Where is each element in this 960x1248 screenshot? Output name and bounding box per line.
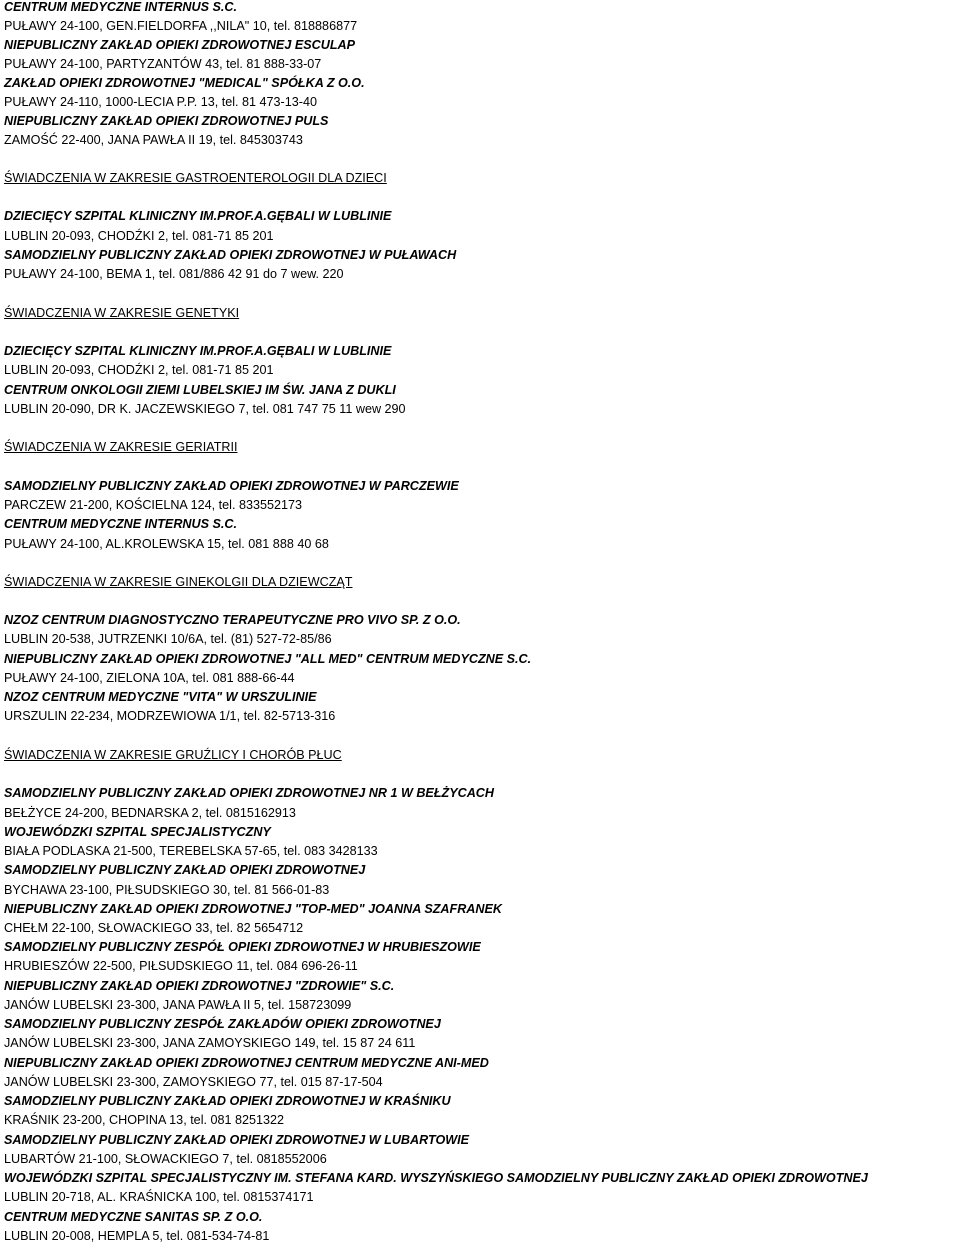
- section-heading: ŚWIADCZENIA W ZAKRESIE GENETYKI: [4, 306, 240, 320]
- facility-address: LUBLIN 20-093, CHODŹKI 2, tel. 081-71 85 201: [4, 363, 274, 377]
- facility-name: NZOZ CENTRUM MEDYCZNE "VITA" W URSZULINIE: [4, 690, 317, 704]
- facility-address: LUBLIN 20-090, DR K. JACZEWSKIEGO 7, tel. 081 747 75 11 wew 290: [4, 402, 406, 416]
- facility-name: SAMODZIELNY PUBLICZNY ZAKŁAD OPIEKI ZDROWOTNEJ NR 1 W BEŁŻYCACH: [4, 786, 494, 800]
- facility-address: PUŁAWY 24-110, 1000-LECIA P.P. 13, tel. 81 473-13-40: [4, 95, 317, 109]
- section-heading: ŚWIADCZENIA W ZAKRESIE GINEKOLGII DLA DZIEWCZĄT: [4, 575, 353, 589]
- facility-address: CHEŁM 22-100, SŁOWACKIEGO 33, tel. 82 5654712: [4, 921, 304, 935]
- facility-name: SAMODZIELNY PUBLICZNY ZAKŁAD OPIEKI ZDROWOTNEJ W PARCZEWIE: [4, 479, 459, 493]
- facility-address: ZAMOŚĆ 22-400, JANA PAWŁA II 19, tel. 845303743: [4, 133, 303, 147]
- facility-name: NIEPUBLICZNY ZAKŁAD OPIEKI ZDROWOTNEJ CENTRUM MEDYCZNE ANI-MED: [4, 1056, 489, 1070]
- facility-name: DZIECIĘCY SZPITAL KLINICZNY IM.PROF.A.GĘBALI W LUBLINIE: [4, 344, 392, 358]
- facility-address: KRAŚNIK 23-200, CHOPINA 13, tel. 081 8251322: [4, 1113, 285, 1127]
- facility-address: LUBLIN 20-008, HEMPLA 5, tel. 081-534-74-81: [4, 1229, 270, 1243]
- facility-address: PUŁAWY 24-100, ZIELONA 10A, tel. 081 888-66-44: [4, 671, 295, 685]
- facility-name: NIEPUBLICZNY ZAKŁAD OPIEKI ZDROWOTNEJ "ZDROWIE" S.C.: [4, 979, 395, 993]
- facility-name: DZIECIĘCY SZPITAL KLINICZNY IM.PROF.A.GĘBALI W LUBLINIE: [4, 209, 392, 223]
- facility-name: WOJEWÓDZKI SZPITAL SPECJALISTYCZNY IM. STEFANA KARD. WYSZYŃSKIEGO SAMODZIELNY PUBLICZNY ZAKŁAD OPIEKI ZDROWOTNEJ: [4, 1171, 868, 1185]
- facility-name: WOJEWÓDZKI SZPITAL SPECJALISTYCZNY: [4, 825, 271, 839]
- facility-address: JANÓW LUBELSKI 23-300, JANA ZAMOYSKIEGO 149, tel. 15 87 24 611: [4, 1036, 416, 1050]
- facility-name: SAMODZIELNY PUBLICZNY ZAKŁAD OPIEKI ZDROWOTNEJ W KRAŚNIKU: [4, 1094, 451, 1108]
- facility-name: SAMODZIELNY PUBLICZNY ZESPÓŁ OPIEKI ZDROWOTNEJ W HRUBIESZOWIE: [4, 940, 481, 954]
- facility-name: NIEPUBLICZNY ZAKŁAD OPIEKI ZDROWOTNEJ "TOP-MED" JOANNA SZAFRANEK: [4, 902, 502, 916]
- facility-name: SAMODZIELNY PUBLICZNY ZAKŁAD OPIEKI ZDROWOTNEJ W LUBARTOWIE: [4, 1133, 470, 1147]
- facility-name: CENTRUM MEDYCZNE INTERNUS S.C.: [4, 517, 237, 531]
- facility-address: PUŁAWY 24-100, PARTYZANTÓW 43, tel. 81 888-33-07: [4, 57, 322, 71]
- facility-address: BEŁŻYCE 24-200, BEDNARSKA 2, tel. 0815162913: [4, 806, 296, 820]
- facility-name: SAMODZIELNY PUBLICZNY ZAKŁAD OPIEKI ZDROWOTNEJ W PUŁAWACH: [4, 248, 457, 262]
- facility-name: CENTRUM MEDYCZNE INTERNUS S.C.: [4, 0, 237, 14]
- facility-name: SAMODZIELNY PUBLICZNY ZESPÓŁ ZAKŁADÓW OPIEKI ZDROWOTNEJ: [4, 1017, 441, 1031]
- facility-address: URSZULIN 22-234, MODRZEWIOWA 1/1, tel. 82-5713-316: [4, 709, 336, 723]
- facility-address: LUBLIN 20-718, AL. KRAŚNICKA 100, tel. 0815374171: [4, 1190, 314, 1204]
- facility-address: JANÓW LUBELSKI 23-300, JANA PAWŁA II 5, tel. 158723099: [4, 998, 352, 1012]
- facility-address: PUŁAWY 24-100, AL.KROLEWSKA 15, tel. 081 888 40 68: [4, 537, 329, 551]
- section-heading: ŚWIADCZENIA W ZAKRESIE GRUŹLICY I CHORÓB PŁUC: [4, 748, 342, 762]
- facility-address: LUBLIN 20-538, JUTRZENKI 10/6A, tel. (81) 527-72-85/86: [4, 632, 332, 646]
- facility-name: NZOZ CENTRUM DIAGNOSTYCZNO TERAPEUTYCZNE PRO VIVO SP. Z O.O.: [4, 613, 461, 627]
- facility-address: BYCHAWA 23-100, PIŁSUDSKIEGO 30, tel. 81 566-01-83: [4, 883, 330, 897]
- facility-address: PUŁAWY 24-100, BEMA 1, tel. 081/886 42 91 do 7 wew. 220: [4, 267, 344, 281]
- facility-name: NIEPUBLICZNY ZAKŁAD OPIEKI ZDROWOTNEJ ESCULAP: [4, 38, 356, 52]
- facility-address: LUBARTÓW 21-100, SŁOWACKIEGO 7, tel. 0818552006: [4, 1152, 327, 1166]
- facility-address: PARCZEW 21-200, KOŚCIELNA 124, tel. 833552173: [4, 498, 302, 512]
- facility-address: LUBLIN 20-093, CHODŹKI 2, tel. 081-71 85 201: [4, 229, 274, 243]
- section-heading: ŚWIADCZENIA W ZAKRESIE GERIATRII: [4, 440, 238, 454]
- facility-name: NIEPUBLICZNY ZAKŁAD OPIEKI ZDROWOTNEJ "ALL MED" CENTRUM MEDYCZNE S.C.: [4, 652, 532, 666]
- section-heading: ŚWIADCZENIA W ZAKRESIE GASTROENTEROLOGII DLA DZIECI: [4, 171, 387, 185]
- facility-name: ZAKŁAD OPIEKI ZDROWOTNEJ "MEDICAL" SPÓŁKA Z O.O.: [4, 76, 365, 90]
- facility-address: PUŁAWY 24-100, GEN.FIELDORFA ,,NILA" 10, tel. 818886877: [4, 19, 358, 33]
- facility-name: NIEPUBLICZNY ZAKŁAD OPIEKI ZDROWOTNEJ PULS: [4, 114, 329, 128]
- facility-address: BIAŁA PODLASKA 21-500, TEREBELSKA 57-65, tel. 083 3428133: [4, 844, 378, 858]
- facility-address: HRUBIESZÓW 22-500, PIŁSUDSKIEGO 11, tel. 084 696-26-11: [4, 959, 358, 973]
- facility-name: SAMODZIELNY PUBLICZNY ZAKŁAD OPIEKI ZDROWOTNEJ: [4, 863, 366, 877]
- facility-name: CENTRUM ONKOLOGII ZIEMI LUBELSKIEJ IM ŚW. JANA Z DUKLI: [4, 383, 396, 397]
- facility-name: CENTRUM MEDYCZNE SANITAS SP. Z O.O.: [4, 1210, 263, 1224]
- facility-address: JANÓW LUBELSKI 23-300, ZAMOYSKIEGO 77, tel. 015 87-17-504: [4, 1075, 383, 1089]
